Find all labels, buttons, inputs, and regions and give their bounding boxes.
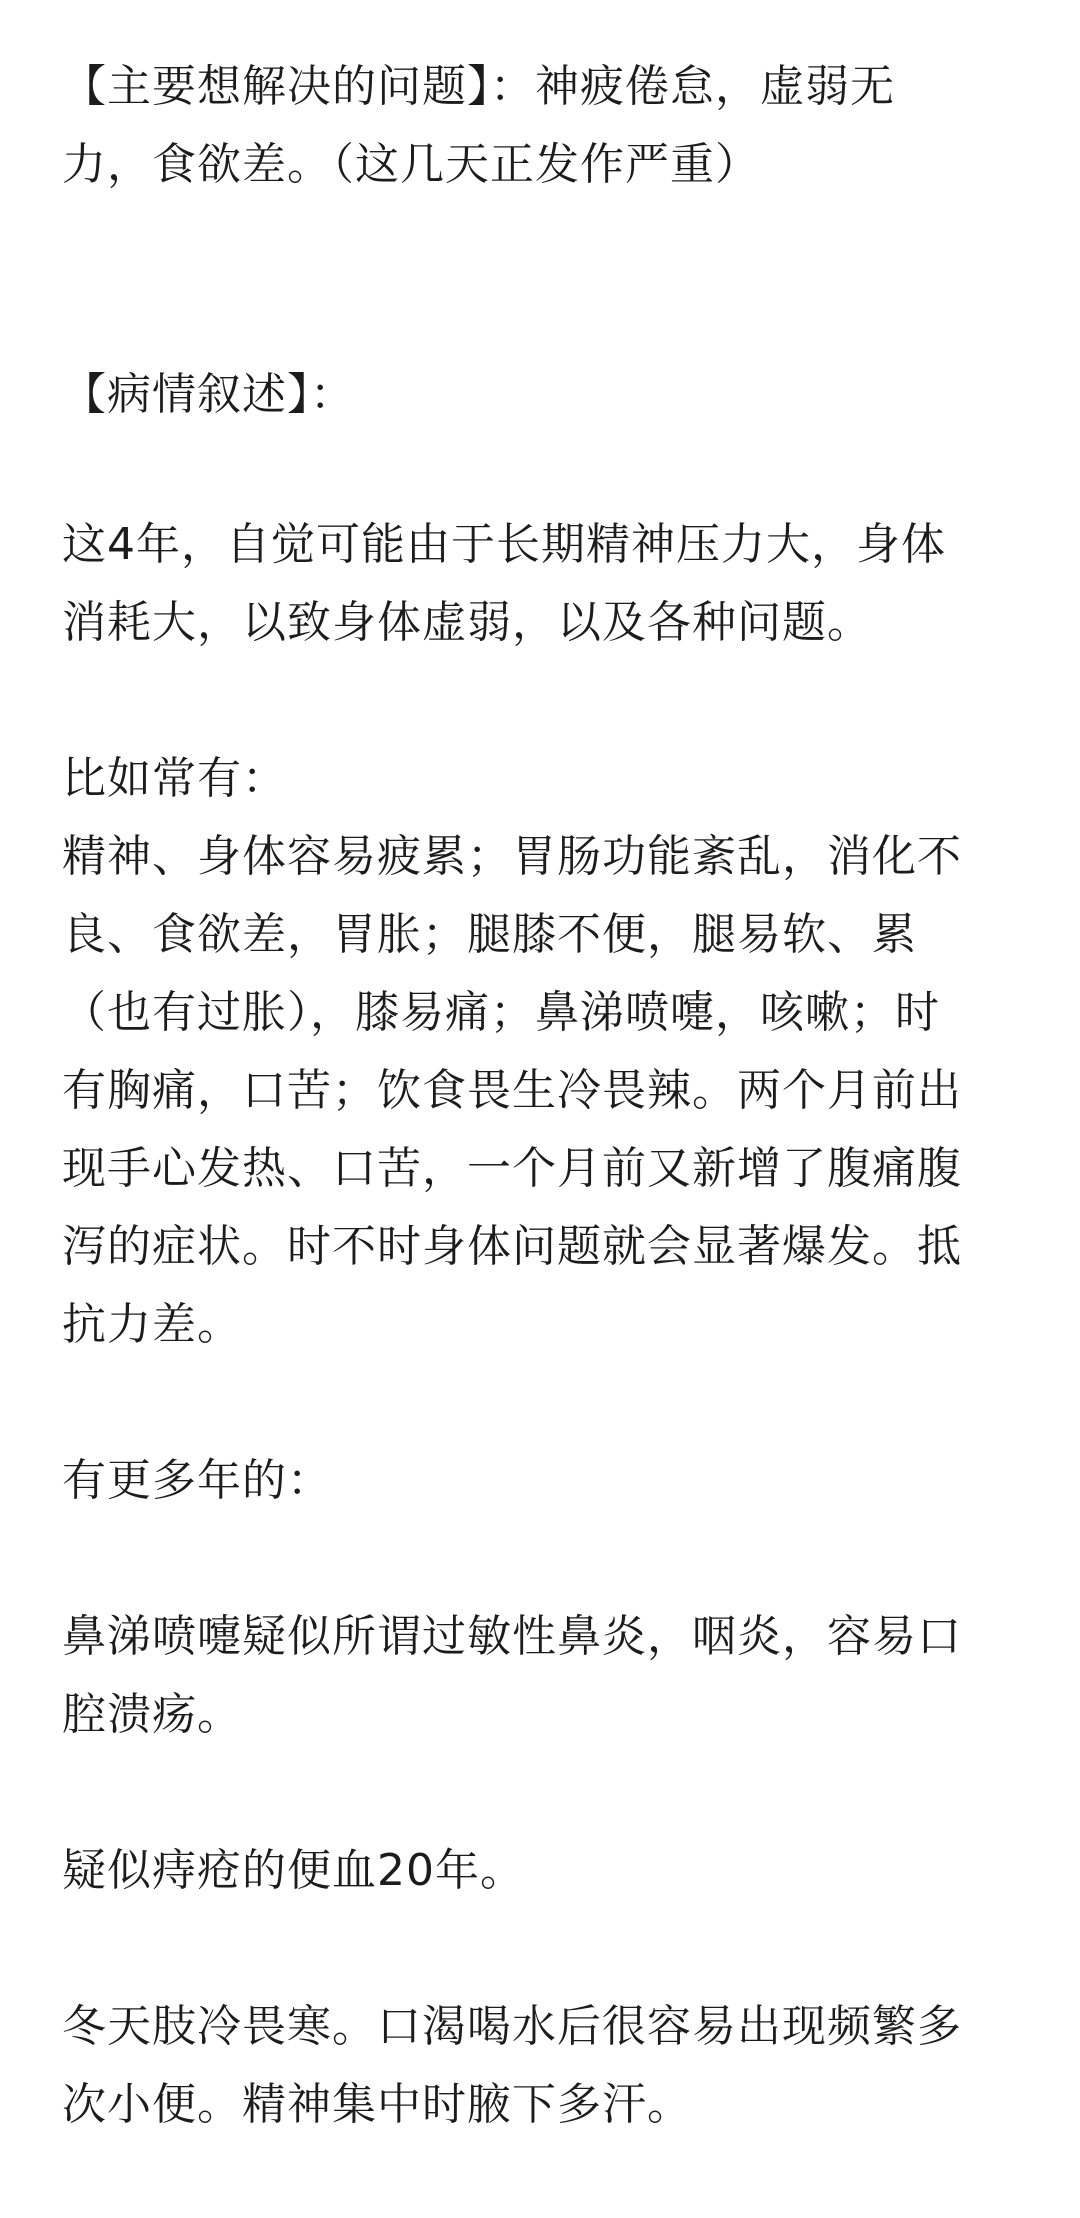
post-content bbox=[62, 48, 1030, 2144]
condition-heading: 【病情叙述】： bbox=[62, 369, 355, 420]
text-line: 冬天肢冷畏寒。口渴喝水后很容易出现频繁多 bbox=[62, 2001, 962, 2052]
main-issue-paragraph bbox=[62, 48, 1030, 204]
text-line: 次小便。精神集中时腋下多汗。 bbox=[62, 2079, 692, 2130]
text-line: 有胸痛，口苦；饮食畏生冷畏辣。两个月前出 bbox=[62, 1065, 962, 1116]
long-term-label: 有更多年的： bbox=[62, 1455, 332, 1506]
text-line: 良、食欲差，胃胀；腿膝不便，腿易软、累 bbox=[62, 909, 917, 960]
common-symptoms-paragraph bbox=[62, 740, 1030, 1364]
text-line: 抗力差。 bbox=[62, 1299, 242, 1350]
text-line: 【主要想解决的问题】：神疲倦怠，虚弱无 bbox=[62, 61, 895, 112]
winter-paragraph bbox=[62, 1988, 1030, 2144]
common-symptoms-label: 比如常有： bbox=[62, 753, 287, 804]
text-line: 腔溃疡。 bbox=[62, 1689, 242, 1740]
text-line: （也有过胀），膝易痛；鼻涕喷嚏，咳嗽；时 bbox=[62, 987, 940, 1038]
text-line: 鼻涕喷嚏疑似所谓过敏性鼻炎，咽炎，容易口 bbox=[62, 1611, 962, 1662]
text-line: 泻的症状。时不时身体问题就会显著爆发。抵 bbox=[62, 1221, 962, 1272]
text-line: 消耗大，以致身体虚弱，以及各种问题。 bbox=[62, 597, 872, 648]
text-line: 精神、身体容易疲累；胃肠功能紊乱，消化不 bbox=[62, 831, 962, 882]
bleeding-paragraph: 疑似痔疮的便血20年。 bbox=[62, 1845, 525, 1896]
text-line: 力，食欲差。（这几天正发作严重） bbox=[62, 139, 760, 190]
text-line: 这4年，自觉可能由于长期精神压力大，身体 bbox=[62, 519, 946, 570]
rhinitis-paragraph bbox=[62, 1598, 1030, 1754]
intro-paragraph bbox=[62, 506, 1030, 662]
text-line: 现手心发热、口苦，一个月前又新增了腹痛腹 bbox=[62, 1143, 962, 1194]
